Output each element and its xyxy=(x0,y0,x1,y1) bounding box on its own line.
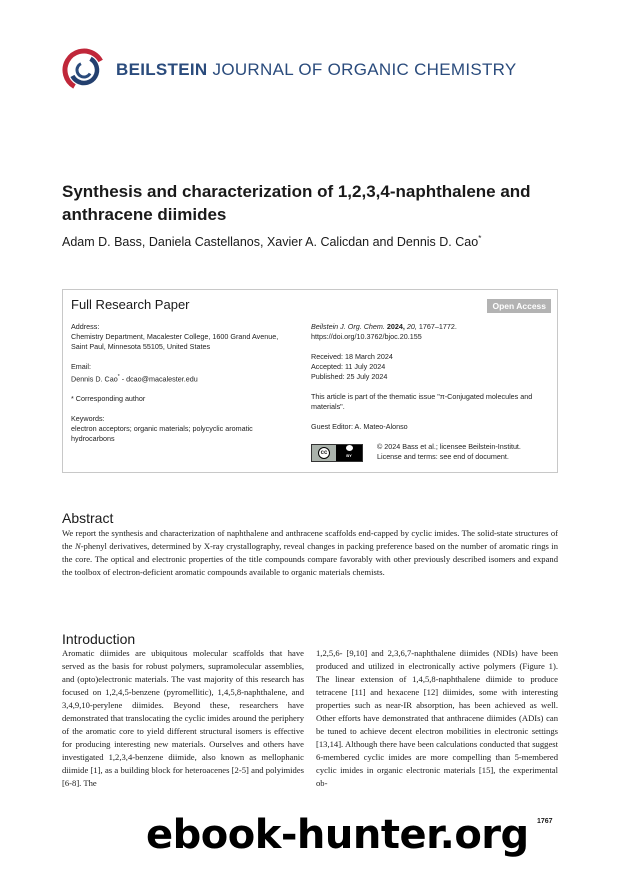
citation xyxy=(311,322,553,332)
open-access-badge: Open Access xyxy=(487,299,551,313)
article-info-box xyxy=(62,289,558,473)
journal-name-rest: JOURNAL OF ORGANIC CHEMISTRY xyxy=(212,60,517,79)
license-line: © 2024 Bass et al.; licensee Beilstein-Institut. xyxy=(377,442,521,451)
abstract-heading: Abstract xyxy=(62,510,114,526)
introduction-heading: Introduction xyxy=(62,631,136,647)
abstract-italic: N xyxy=(74,541,81,551)
address-label: Address: xyxy=(71,322,100,331)
license-text xyxy=(377,442,553,462)
citation-journal: Beilstein J. Org. Chem. xyxy=(311,322,385,331)
keywords-line: hydrocarbons xyxy=(71,434,115,444)
introduction-right-column: 1,2,5,6- [9,10] and 2,3,6,7-naphthalene diimides (NDIs) have been produced and utilized in electronically active polymers (Figure 1). The linear extension of 1,4,5,8-naphthalene diimide to produce tetracene [11] and hexacene [12] diimides, some with interesting properties such as near-IR absorption, has been achieved as well. Other efforts have demonstrated that anthracene diimides (ADIs) can be tuned to achieve decent electron mobilities in electronic settings [13,14]. Although there have been calculations conducted that suggest 6-membered cyclic imides are more compelling than 5-membered cyclic imides in organic electronic materials [15], the experimental ob- xyxy=(316,648,558,788)
info-right-column xyxy=(311,322,553,464)
beilstein-logo-icon xyxy=(62,48,106,92)
article-title: Synthesis and characterization of 1,2,3,4-naphthalene and anthracene diimides xyxy=(62,182,531,224)
corresponding-author-note: * Corresponding author xyxy=(71,394,146,404)
cc-symbol: cc xyxy=(318,447,330,459)
journal-name xyxy=(116,60,517,80)
journal-name-bold: BEILSTEIN xyxy=(116,60,208,79)
authors-text: Adam D. Bass, Daniela Castellanos, Xavier A. Calicdan and Dennis D. Cao xyxy=(62,235,479,250)
thematic-issue-line: materials". xyxy=(311,402,345,411)
thematic-issue-line: This article is part of the thematic issue "π-Conjugated molecules and xyxy=(311,392,533,401)
watermark: ebook-hunter.org xyxy=(146,812,529,858)
page-number: 1767 xyxy=(537,818,553,825)
citation-volume: 20, xyxy=(406,322,417,331)
license-line: License and terms: see end of document. xyxy=(377,452,509,461)
address-line: Chemistry Department, Macalester College, 1600 Grand Avenue, xyxy=(71,332,279,341)
corresponding-mark: * xyxy=(478,234,482,243)
author-list xyxy=(62,234,481,249)
article-type: Full Research Paper xyxy=(71,297,190,312)
abstract-part: We report the synthesis and characterization of naphthalene and anthracene scaffolds end-capped by cyclic imides. The solid-state structures of the xyxy=(62,528,558,551)
citation-pages: 1767–1772. xyxy=(416,322,457,331)
email-address-link[interactable]: - dcao@macalester.edu xyxy=(119,374,198,384)
cc-by-license-icon[interactable] xyxy=(311,444,363,462)
citation-year: 2024, xyxy=(386,322,405,331)
info-left-column xyxy=(71,322,289,444)
by-label: BY xyxy=(346,453,352,458)
email-name: Dennis D. Cao xyxy=(71,374,118,384)
keywords-line: electron acceptors; organic materials; polycyclic aromatic xyxy=(71,424,253,434)
introduction-left-column: Aromatic diimides are ubiquitous molecular scaffolds that have served as the basis for robust polymers, supramolecular assemblies, and (opto)electronic materials. The vast majority of this research has focused on 1,2,4,5-benzene (pyromellitic), 1,4,5,8-naphthalene, and 3,4,9,10-perylene diimides. Beyond these, researchers have demonstrated that translocating the cyclic imides around the periphery of the aromatic core to yield different structural isomers is effective for producing interesting new materials. Ourselves and others have investigated 1,2,3,4-benzene diimide, also known as mellophanic diimide [1], as a building block for heteroacenes [2-5] and polyimides [6-8]. The xyxy=(62,648,304,788)
email-label: Email: xyxy=(71,362,91,371)
keywords-label: Keywords: xyxy=(71,414,105,424)
abstract-part: -phenyl derivatives, determined by X-ray crystallography, reveal changes in packing preference based on the number of aromatic rings in the core. The optical and electronic properties of the title compounds compare favorably with other previously described isomers and expand the toolbox of electron-deficient aromatic compounds available to organic materials chemists. xyxy=(62,541,558,577)
email-line xyxy=(71,372,289,384)
guest-editor: Guest Editor: A. Mateo-Alonso xyxy=(311,422,408,431)
license-row xyxy=(311,442,553,464)
accepted-date: Accepted: 11 July 2024 xyxy=(311,362,386,371)
received-date: Received: 18 March 2024 xyxy=(311,352,393,361)
address-line: Saint Paul, Minnesota 55105, United States xyxy=(71,342,211,351)
published-date: Published: 25 July 2024 xyxy=(311,372,388,381)
doi-link[interactable]: https://doi.org/10.3762/bjoc.20.155 xyxy=(311,332,422,341)
email-mark: * xyxy=(117,374,120,380)
abstract-text xyxy=(62,527,558,579)
